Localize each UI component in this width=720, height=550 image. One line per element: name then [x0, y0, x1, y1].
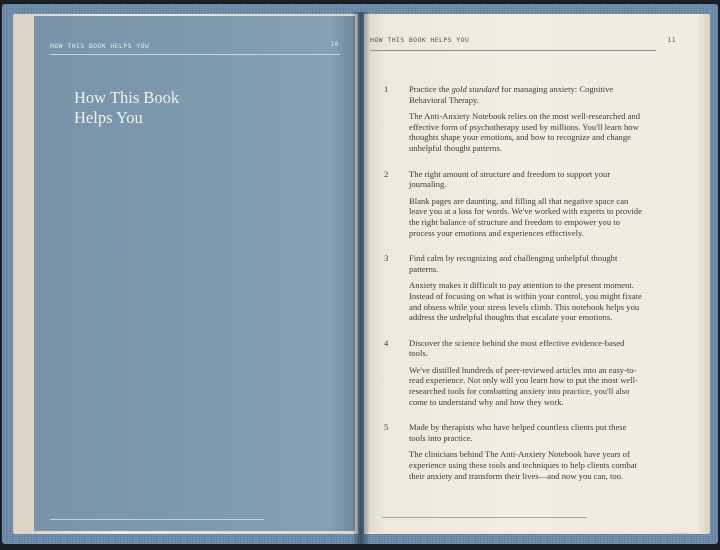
page-title	[74, 88, 334, 128]
item-number: 5	[384, 422, 389, 433]
footer-rule-right	[382, 517, 587, 518]
title-line-1: How This Book	[74, 88, 180, 107]
running-header-right: HOW THIS BOOK HELPS YOU	[370, 36, 470, 44]
item-heading: Made by therapists who have helped countless clients put these tools into practice.	[409, 422, 627, 443]
item-body: We've distilled hundreds of peer-reviewed articles into an easy-to-read experience. Not only will you learn how to put the most well-researched tools for combatting anxiety into practice, you'll also come to understand why and how they work.	[409, 364, 638, 407]
right-page	[366, 14, 698, 532]
item-body: Blank pages are daunting, and filling all that negative space can leave you at a loss for words. We've worked with experts to provide the right balance of structure and freedom to empower you to process your emotions and experiences effectively.	[409, 195, 642, 238]
item-body: The clinicians behind The Anti-Anxiety Notebook have years of experience using these tools and techniques to help clients combat their anxiety and transform their lives—and now you can, too.	[409, 449, 637, 481]
footer-rule-left	[50, 519, 264, 520]
header-rule-left	[50, 54, 340, 55]
list-item	[384, 338, 644, 408]
item-number: 2	[384, 168, 389, 179]
running-header-left: HOW THIS BOOK HELPS YOU	[50, 42, 150, 50]
item-heading: The right amount of structure and freedom to support your journaling.	[409, 168, 611, 190]
left-page	[34, 16, 355, 531]
benefits-list	[384, 84, 644, 496]
item-heading: Discover the science behind the most effective evidence-based tools.	[409, 337, 625, 359]
item-heading: Find calm by recognizing and challenging unhelpful thought patterns.	[409, 253, 618, 274]
list-item	[384, 169, 644, 239]
item-number: 3	[384, 253, 389, 264]
book-spine-gutter	[352, 12, 370, 544]
list-item	[384, 422, 644, 481]
item-number: 4	[384, 337, 389, 348]
header-rule-right	[370, 50, 656, 51]
item-body: Anxiety makes it difficult to pay attention to the present moment. Instead of focusing on what is within your control, you might fixate and obsess while your stress levels climb. This notebook helps you address the unhelpful thoughts that escalate your emotions.	[409, 280, 642, 323]
list-item	[384, 84, 644, 154]
page-number-left: 10	[330, 40, 339, 48]
list-item	[384, 253, 644, 323]
item-heading: Practice the gold standard for managing anxiety: Cognitive Behavioral Therapy.	[409, 84, 614, 105]
emphasis-text: gold standard	[451, 84, 500, 94]
item-number: 1	[384, 84, 389, 94]
title-line-2: Helps You	[74, 108, 143, 127]
page-number-right: 11	[667, 36, 676, 44]
item-body: The Anti-Anxiety Notebook relies on the most well-researched and effective form of psychotherapy used by millions. You'll learn how thoughts shape your emotions, and how to recognize and change unhelpful thought patterns.	[409, 111, 641, 153]
